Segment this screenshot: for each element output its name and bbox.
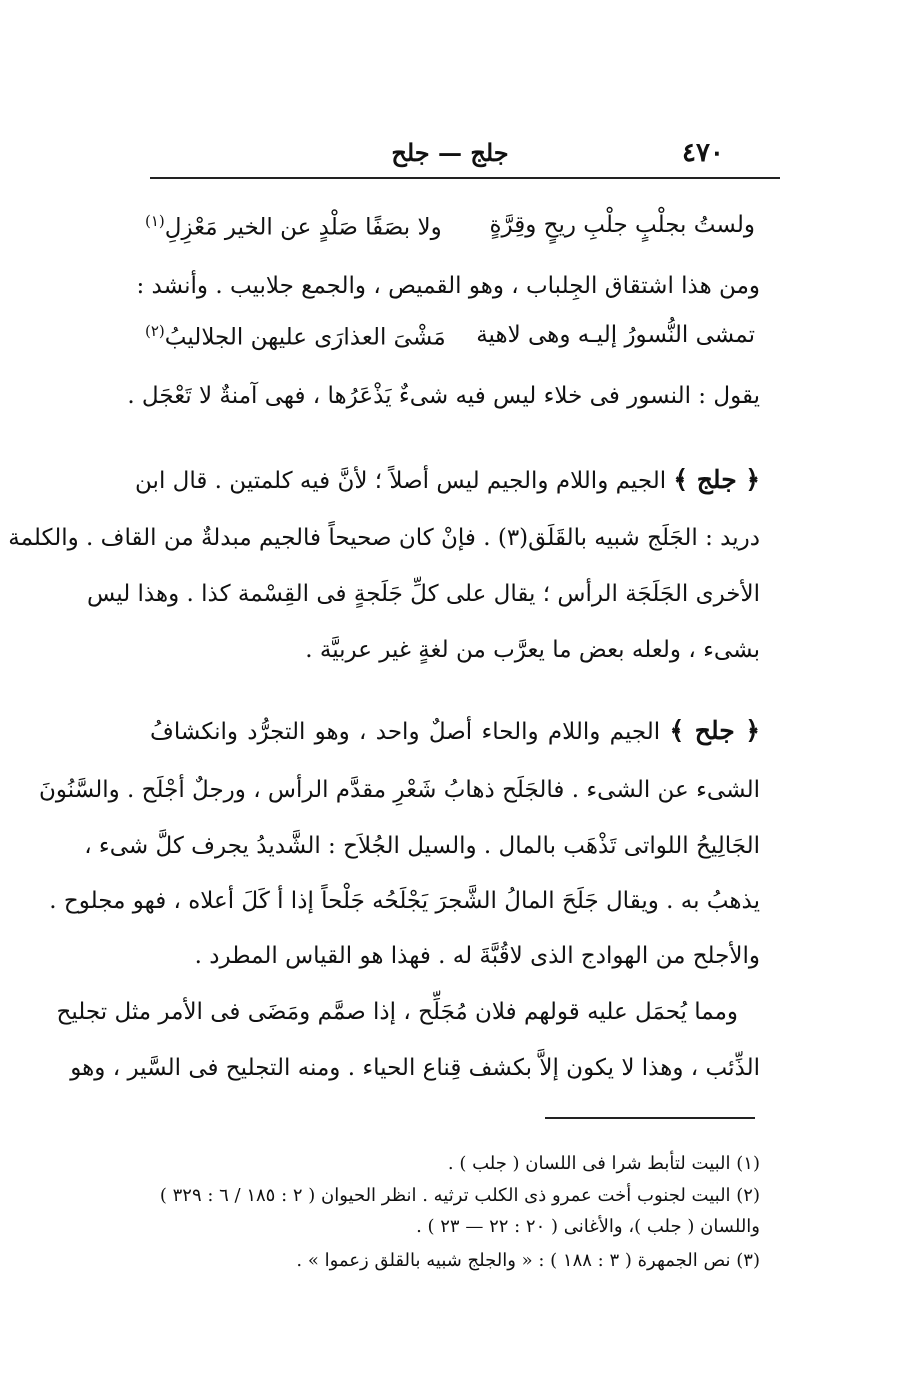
footnote-ref-1: (١) [145,212,165,230]
entry-jalah-headword: ﴿ جلح ﴾ [669,716,761,745]
entry-jalah-line-6: ومما يُحمَل عليه قولهم فلان مُجَلِّح ، إذا صمَّم ومَضَى فى الأمر مثل تجليح [56,999,738,1025]
footnote-ref-2: (٢) [145,322,165,340]
verse-2-hemistich-2 [145,322,446,351]
paragraph-1-end: يقول : النسور فى خلاء ليس فيه شىءٌ يَذْعَرُها ، فهى آمنةٌ لا تَعْجَل . [127,383,760,409]
footnote-3: (٣) نص الجمهرة ( ٣ : ١٨٨ ) : « والجلج شبيه بالقلق زعموا » . [296,1250,760,1271]
entry-jalaj-line-4: بشىء ، ولعله بعض ما يعرَّب من لغةٍ غير عربيَّة . [305,637,760,663]
page-number: ٤٧٠ [682,138,724,168]
entry-jalah-line-7: الذِّئب ، وهذا لا يكون إلاَّ بكشف قِناع الحياء . ومنه التجليح فى السَّير ، وهو [70,1055,760,1081]
verse-1-hemistich-2-text: ولا بصَفًا صَلْدٍ عن الخير مَعْزِلِ [164,214,442,241]
verse-1-hemistich-1 [489,212,755,238]
entry-jalaj-line-3: الأخرى الجَلَجَة الرأس ؛ يقال على كلِّ جَلَجةٍ فى القِسْمة كذا . وهذا ليس [86,581,760,607]
header-rule [150,177,780,179]
running-header: جلج — جلح [391,138,509,167]
verse-2-hemistich-2-text: مَشْىَ العذارَى عليهن الجلاليبُ [164,324,446,351]
entry-jalah-line-4: يذهبُ به . ويقال جَلَحَ المالُ الشَّجرَ يَجْلَحُه جَلْحاً إذا أ كَلَ أعلاه ، فهو مجلوح . [49,888,760,914]
entry-jalaj-line-1 [135,462,760,499]
entry-jalaj-text-1: الجيم واللام والجيم ليس أصلاً ؛ لأنَّ فيه كلمتين . قال ابن [135,468,667,494]
verse-1-hemistich-2 [145,212,442,241]
footnote-rule [545,1117,755,1119]
verse-1-hemistich-1-text: ولستُ بجلْبٍ جلْبِ ريحٍ وقِرَّةٍ [489,212,755,238]
entry-jalah-text-1: الجيم واللام والحاء أصلٌ واحد ، وهو التجرُّد وانكشافُ [150,719,661,745]
paragraph-1-line: ومن هذا اشتقاق الجِلباب ، وهو القميص ، والجمع جلابيب . وأنشد : [136,273,760,299]
entry-jalah-line-3: الجَالِيحُ اللواتى تَذْهَب بالمال . والسيل الجُلاَح : الشَّديدُ يجرف كلَّ شىء ، [84,833,760,859]
entry-jalaj-headword: ﴿ جلج ﴾ [673,465,760,494]
entry-jalaj-line-2: دريد : الجَلَج شبيه بالقَلَق(٣) . فإنْ كان صحيحاً فالجيم مبدلةٌ من القاف . والكلمة [8,525,760,551]
footnote-2: (٢) البيت لجنوب أخت عمرو ذى الكلب ترثيه . انظر الحيوان ( ٢ : ١٨٥ / ٦ : ٣٢٩ ) [159,1185,760,1206]
verse-2-hemistich-1-text: تمشى النُّسورُ إليـه وهى لاهية [476,322,755,348]
entry-jalah-line-5: والأجلح من الهوادج الذى لاقُبَّةَ له . فهذا هو القياس المطرد . [194,943,760,969]
footnote-1: (١) البيت لتأبط شرا فى اللسان ( جلب ) . [447,1153,760,1174]
verse-2-hemistich-1 [476,322,755,348]
footnote-2-continued: واللسان ( جلب )، والأغانى ( ٢٠ : ٢٢ — ٢٣ ) . [416,1216,760,1237]
entry-jalah-line-2: الشىء عن الشىء . فالجَلَح ذهابُ شَعْرِ مقدَّم الرأس ، ورجلٌ أجْلَح . والسَّنُونَ [38,777,760,803]
entry-jalah-line-1 [150,713,760,750]
verse-2 [145,322,755,362]
verse-1 [145,212,755,252]
